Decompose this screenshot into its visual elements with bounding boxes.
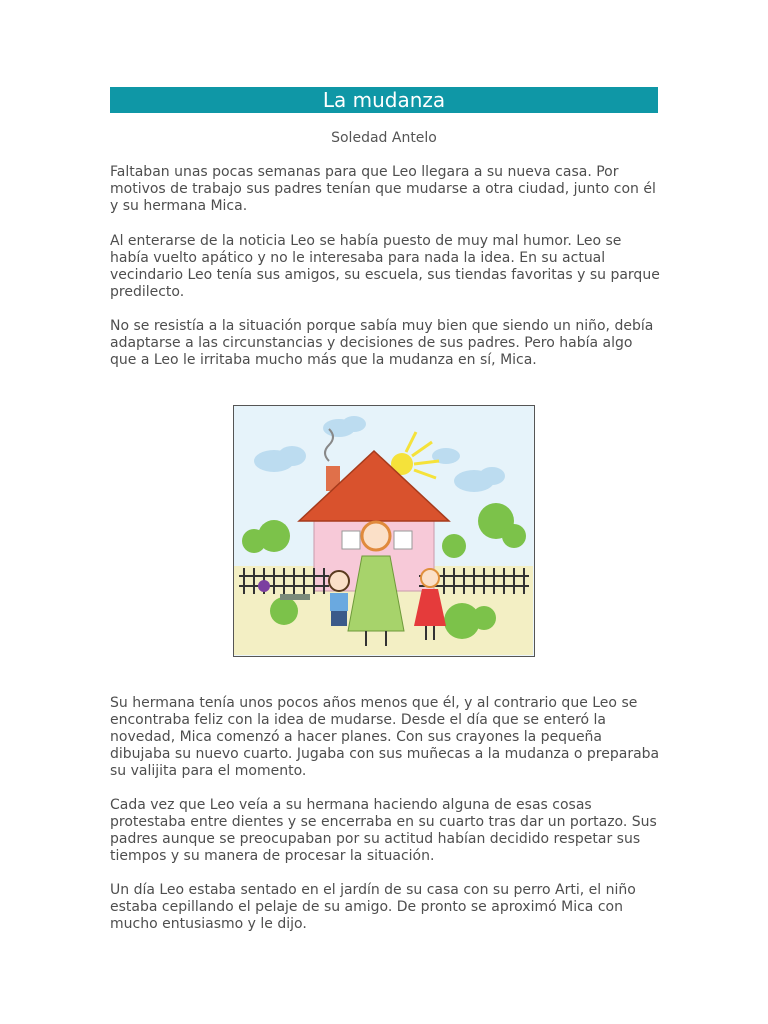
document-title: La mudanza <box>110 87 658 113</box>
paragraph-5: Cada vez que Leo veía a su hermana haciendo alguna de esas cosas protestaba entre dientes y se encerraba en su cuarto tras dar un portazo. Sus padres aunque se preocupaban por su actitud habían decidido respetar sus tiempos y su manera de procesar la situación. <box>110 797 657 864</box>
paragraph-1: Faltaban unas pocas semanas para que Leo llegara a su nueva casa. Por motivos de trabajo sus padres tenían que mudarse a otra ciudad, junto con él y su hermana Mica. <box>110 164 656 214</box>
document-author: Soledad Antelo <box>331 130 437 146</box>
paragraph-2: Al enterarse de la noticia Leo se había puesto de muy mal humor. Leo se había vuelto apático y no le interesaba para nada la idea. En su actual vecindario Leo tenía sus amigos, su escuela, sus tiendas favoritas y su parque predilecto. <box>110 233 660 300</box>
family-house-drawing-icon <box>233 405 535 657</box>
paragraph-3: No se resistía a la situación porque sabía muy bien que siendo un niño, debía adaptarse a las circunstancias y decisiones de sus padres. Pero había algo que a Leo le irritaba mucho más que la mudanza en sí, Mica. <box>110 318 654 368</box>
paragraph-6: Un día Leo estaba sentado en el jardín de su casa con su perro Arti, el niño estaba cepillando el pelaje de su amigo. De pronto se aproximó Mica con mucho entusiasmo y le dijo. <box>110 882 636 932</box>
paragraph-4: Su hermana tenía unos pocos años menos que él, y al contrario que Leo se encontraba feliz con la idea de mudarse. Desde el día que se enteró la novedad, Mica comenzó a hacer planes. Con sus crayones la pequeña dibujaba su nuevo cuarto. Jugaba con sus muñecas a la mudanza o preparaba su valijita para el momento. <box>110 695 660 779</box>
